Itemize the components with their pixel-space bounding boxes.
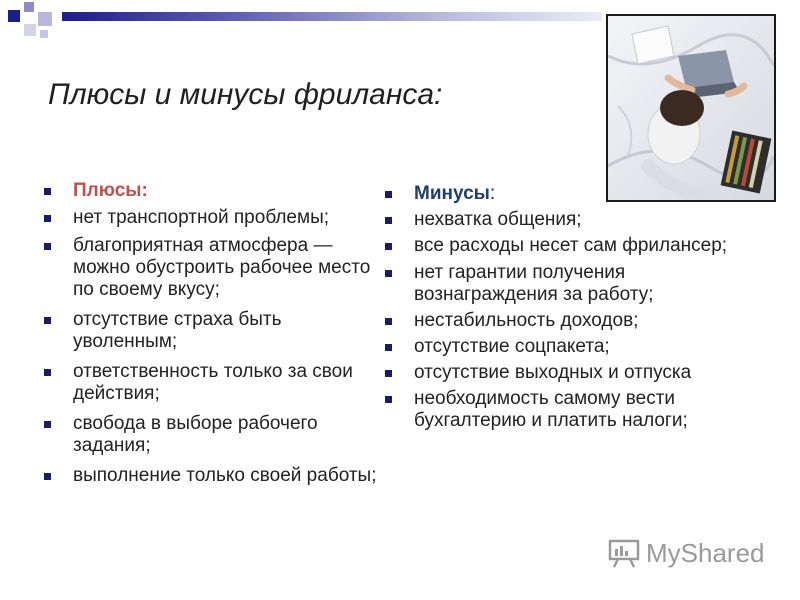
pros-item: отсутствие страха быть уволенным; (44, 309, 389, 353)
slide-title: Плюсы и минусы фриланса: (48, 78, 443, 111)
cons-item: все расходы несет сам фрилансер; (385, 235, 745, 257)
cons-item: отсутствие выходных и отпуска (385, 362, 745, 384)
pros-item: нет транспортной проблемы; (44, 207, 389, 229)
photo-illustration (608, 16, 774, 200)
corner-square-4 (24, 24, 36, 36)
corner-square-5 (40, 30, 48, 38)
pros-item: свобода в выборе рабочего задания; (44, 413, 389, 457)
presentation-board-icon (608, 539, 640, 569)
cons-header: Минусы: (385, 183, 745, 205)
header-gradient-bar (62, 12, 602, 21)
pros-item: выполнение только своей работы; (44, 465, 389, 487)
cons-list (385, 183, 745, 432)
woman-with-laptop-photo (606, 14, 776, 202)
corner-square-3 (38, 12, 52, 26)
cons-item: отсутствие соцпакета; (385, 336, 745, 358)
cons-item: нестабильность доходов; (385, 310, 745, 332)
pros-item: ответственность только за свои действия; (44, 361, 389, 405)
pros-header: Плюсы: (44, 180, 389, 202)
corner-square-2 (24, 2, 34, 12)
pros-list (44, 180, 389, 487)
watermark-text: MyShared (646, 538, 765, 568)
watermark (608, 538, 765, 569)
cons-item: нехватка общения; (385, 209, 745, 231)
corner-square-1 (8, 10, 20, 22)
pros-item: благоприятная атмосфера — можно обустроить рабочее место по своему вкусу; (44, 235, 389, 301)
cons-item: необходимость самому вести бухгалтерию и платить налоги; (385, 388, 745, 432)
cons-item: нет гарантии получения вознаграждения за работу; (385, 262, 745, 306)
